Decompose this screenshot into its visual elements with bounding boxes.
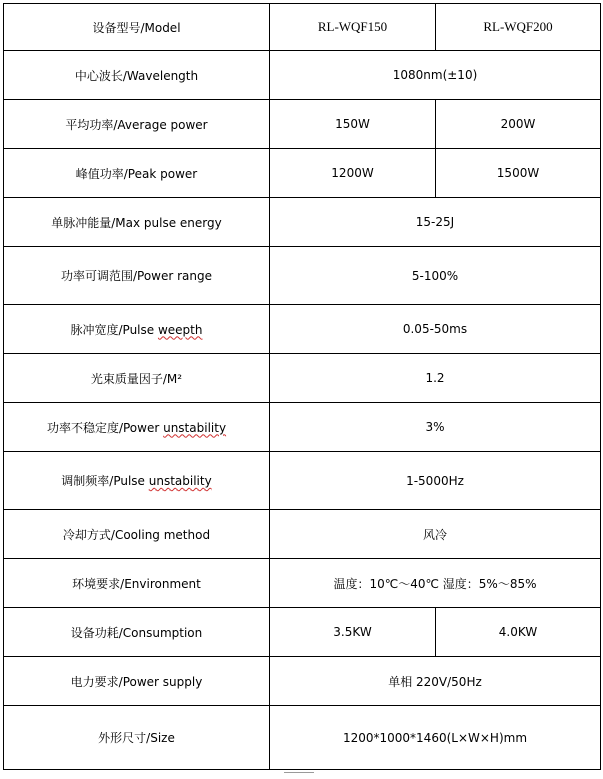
table-row-power-unstability [4,403,601,452]
row-label-text: 功率不稳定度/Power [46,420,164,435]
row-label: 冷却方式/Cooling method [4,510,270,559]
table-row-pulse-width [4,305,601,354]
table-row-beam-quality [4,354,601,403]
spellcheck-mark: unstability [148,474,212,488]
table-row-size [4,706,601,770]
row-label [4,452,270,510]
row-label: 峰值功率/Peak power [4,149,270,198]
value-cell: 1.2 [270,354,601,403]
value-cell: 1080nm(±10) [270,51,601,100]
value-cell: 15-25J [270,198,601,247]
row-label-text: 调制频率/Pulse [61,474,149,488]
row-label: 单脉冲能量/Max pulse energy [4,198,270,247]
value-cell: 单相 220V/50Hz [270,657,601,706]
value-cell: 150W [270,100,436,149]
table-row-power-supply [4,657,601,706]
table-row-wavelength [4,51,601,100]
table-row-pulse-energy [4,198,601,247]
value-cell: 3% [270,403,601,452]
row-label: 环境要求/Environment [4,559,270,608]
table-row-model [4,4,601,51]
row-label: 平均功率/Average power [4,100,270,149]
spellcheck-mark: weepth [157,322,203,337]
table-row-pulse-frequency [4,452,601,510]
value-cell: 5-100% [270,247,601,305]
value-cell: 风冷 [270,510,601,559]
row-label-text: 脉冲宽度/Pulse [70,322,158,337]
value-cell: 200W [436,100,601,149]
row-label: 电力要求/Power supply [4,657,270,706]
spec-table [3,3,601,770]
value-cell: 温度：10℃～40℃ 湿度：5%～85% [270,559,601,608]
row-label-model: 设备型号/Model [4,4,270,51]
table-row-consumption [4,608,601,657]
value-cell: 1200W [270,149,436,198]
value-cell: 4.0KW [436,608,601,657]
value-cell: 1500W [436,149,601,198]
bottom-divider [284,772,314,773]
table-row-power-range [4,247,601,305]
value-cell: 3.5KW [270,608,436,657]
model-2-cell: RL-WQF200 [436,4,601,51]
row-label: 中心波长/Wavelength [4,51,270,100]
table-row-peak-power [4,149,601,198]
row-label: 设备功耗/Consumption [4,608,270,657]
table-row-cooling [4,510,601,559]
table-row-average-power [4,100,601,149]
model-1-cell: RL-WQF150 [270,4,436,51]
value-cell: 1-5000Hz [270,452,601,510]
row-label: 外形尺寸/Size [4,706,270,770]
row-label [4,305,270,354]
row-label: 光束质量因子/M² [4,354,270,403]
table-row-environment [4,559,601,608]
value-cell: 1200*1000*1460(L×W×H)mm [270,706,601,770]
value-cell: 0.05-50ms [270,305,601,354]
row-label [4,403,270,452]
spellcheck-mark: unstability [163,420,227,435]
row-label: 功率可调范围/Power range [4,247,270,305]
